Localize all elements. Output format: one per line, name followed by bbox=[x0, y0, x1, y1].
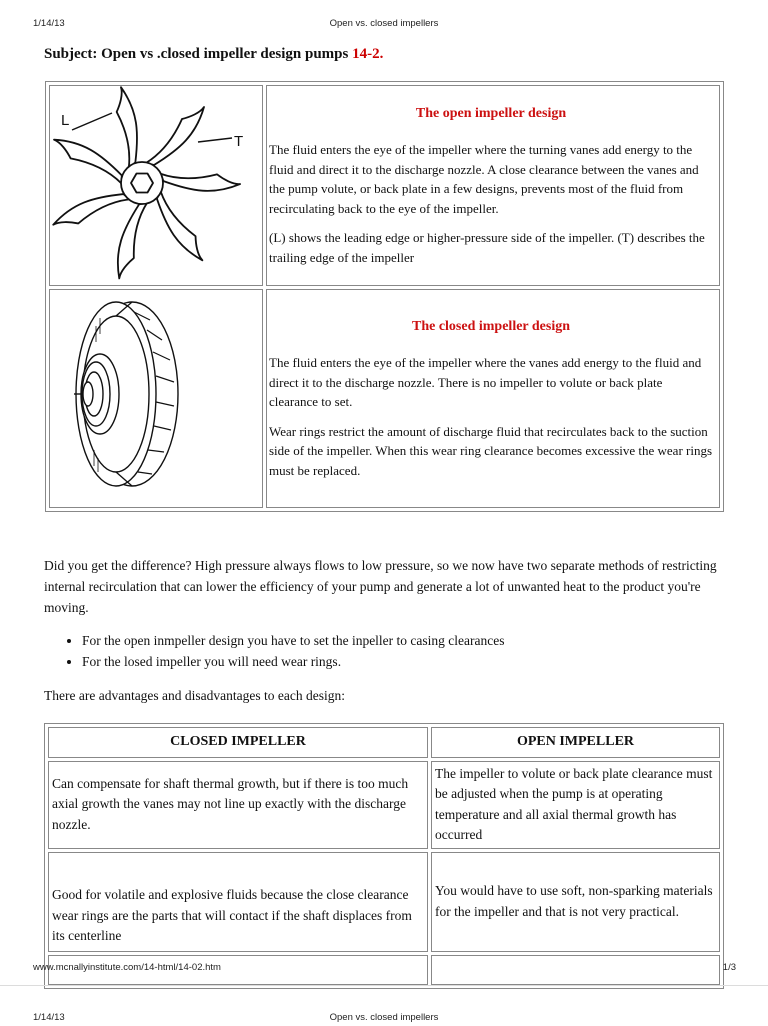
closed-impeller-image-cell bbox=[49, 289, 263, 508]
closed-design-row bbox=[49, 289, 720, 508]
table-cell: Can compensate for shaft thermal growth, but if there is too much axial growth the vanes may not line up exactly with the discharge nozzle. bbox=[48, 761, 428, 849]
page-footer bbox=[0, 962, 768, 976]
open-design-title: The open impeller design bbox=[415, 105, 567, 121]
header-date: 1/14/13 bbox=[33, 18, 65, 29]
table-row bbox=[48, 761, 720, 849]
closed-design-title: The closed impeller design bbox=[411, 318, 571, 334]
advantages-intro: There are advantages and disadvantages to each design: bbox=[44, 688, 345, 703]
closed-design-text-cell bbox=[266, 289, 720, 508]
label-L: L bbox=[61, 112, 70, 129]
comparison-table bbox=[44, 723, 724, 989]
header-date: 1/14/13 bbox=[33, 1012, 65, 1023]
footer-url: www.mcnallyinstitute.com/14-html/14-02.htm bbox=[33, 962, 221, 973]
list-item: • For the losed impeller you will need wear rings. bbox=[82, 651, 505, 672]
bullet-list bbox=[44, 630, 505, 672]
closed-design-paragraph-2: Wear rings restrict the amount of discharge fluid that recirculates back to the suction side of the impeller. When this wear ring clearance becomes excessive the wear rings must be replaced. bbox=[269, 423, 713, 478]
subject-label: Subject: Open vs .closed impeller design pumps bbox=[44, 46, 353, 62]
label-T: T bbox=[234, 133, 244, 150]
page-header bbox=[0, 18, 768, 32]
closed-impeller-drawing bbox=[50, 290, 262, 502]
list-item: • For the open inmpeller design you have to set the inpeller to casing clearances bbox=[82, 630, 505, 651]
open-design-row bbox=[49, 85, 720, 286]
open-design-paragraph-1: The fluid enters the eye of the impeller where the turning vanes add energy to the fluid and direct it to the discharge nozzle. A close clearance between the vanes and the pump volute, or back plate in a few designs, prevents most of the fluid from recirculating back to the eye of the impeller. bbox=[269, 142, 699, 216]
intro-paragraph: Did you get the difference? High pressure always flows to low pressure, so we now have two separate methods of restricting internal recirculation that can lower the efficiency of your pump and generate a lot of unwanted heat to the product you're moving. bbox=[44, 558, 717, 615]
open-impeller-image-cell bbox=[49, 85, 263, 286]
column-header-open: OPEN IMPELLER bbox=[431, 727, 720, 758]
design-table bbox=[45, 81, 724, 512]
open-impeller-drawing bbox=[50, 86, 262, 280]
comparison-header-row bbox=[48, 727, 720, 758]
closed-design-paragraph-1: The fluid enters the eye of the impeller where the vanes add energy to the fluid and direct it to the discharge nozzle. There is no impeller to volute or back plate clearance to set. bbox=[269, 355, 702, 410]
subject-line bbox=[44, 46, 383, 63]
subject-ref: 14-2. bbox=[352, 46, 384, 62]
footer-page-number: 1/3 bbox=[722, 962, 736, 973]
page-divider bbox=[0, 985, 768, 986]
table-row bbox=[48, 852, 720, 952]
header-title: Open vs. closed impellers bbox=[329, 1012, 439, 1023]
open-design-text-cell bbox=[266, 85, 720, 286]
leader-line-T bbox=[198, 138, 232, 142]
leader-line-L bbox=[72, 113, 112, 130]
header-title: Open vs. closed impellers bbox=[329, 18, 439, 29]
open-design-paragraph-2: (L) shows the leading edge or higher-pressure side of the impeller. (T) describes the trailing edge of the impeller bbox=[269, 230, 705, 265]
table-cell: The impeller to volute or back plate clearance must be adjusted when the pump is at operating temperature and all axial thermal growth has occurred bbox=[431, 761, 720, 849]
column-header-closed: CLOSED IMPELLER bbox=[48, 727, 428, 758]
table-cell: Good for volatile and explosive fluids because the close clearance wear rings are the parts that will contact if the shaft displaces from its centerline bbox=[48, 852, 428, 952]
table-cell: You would have to use soft, non-sparking materials for the impeller and that is not very practical. bbox=[431, 852, 720, 952]
